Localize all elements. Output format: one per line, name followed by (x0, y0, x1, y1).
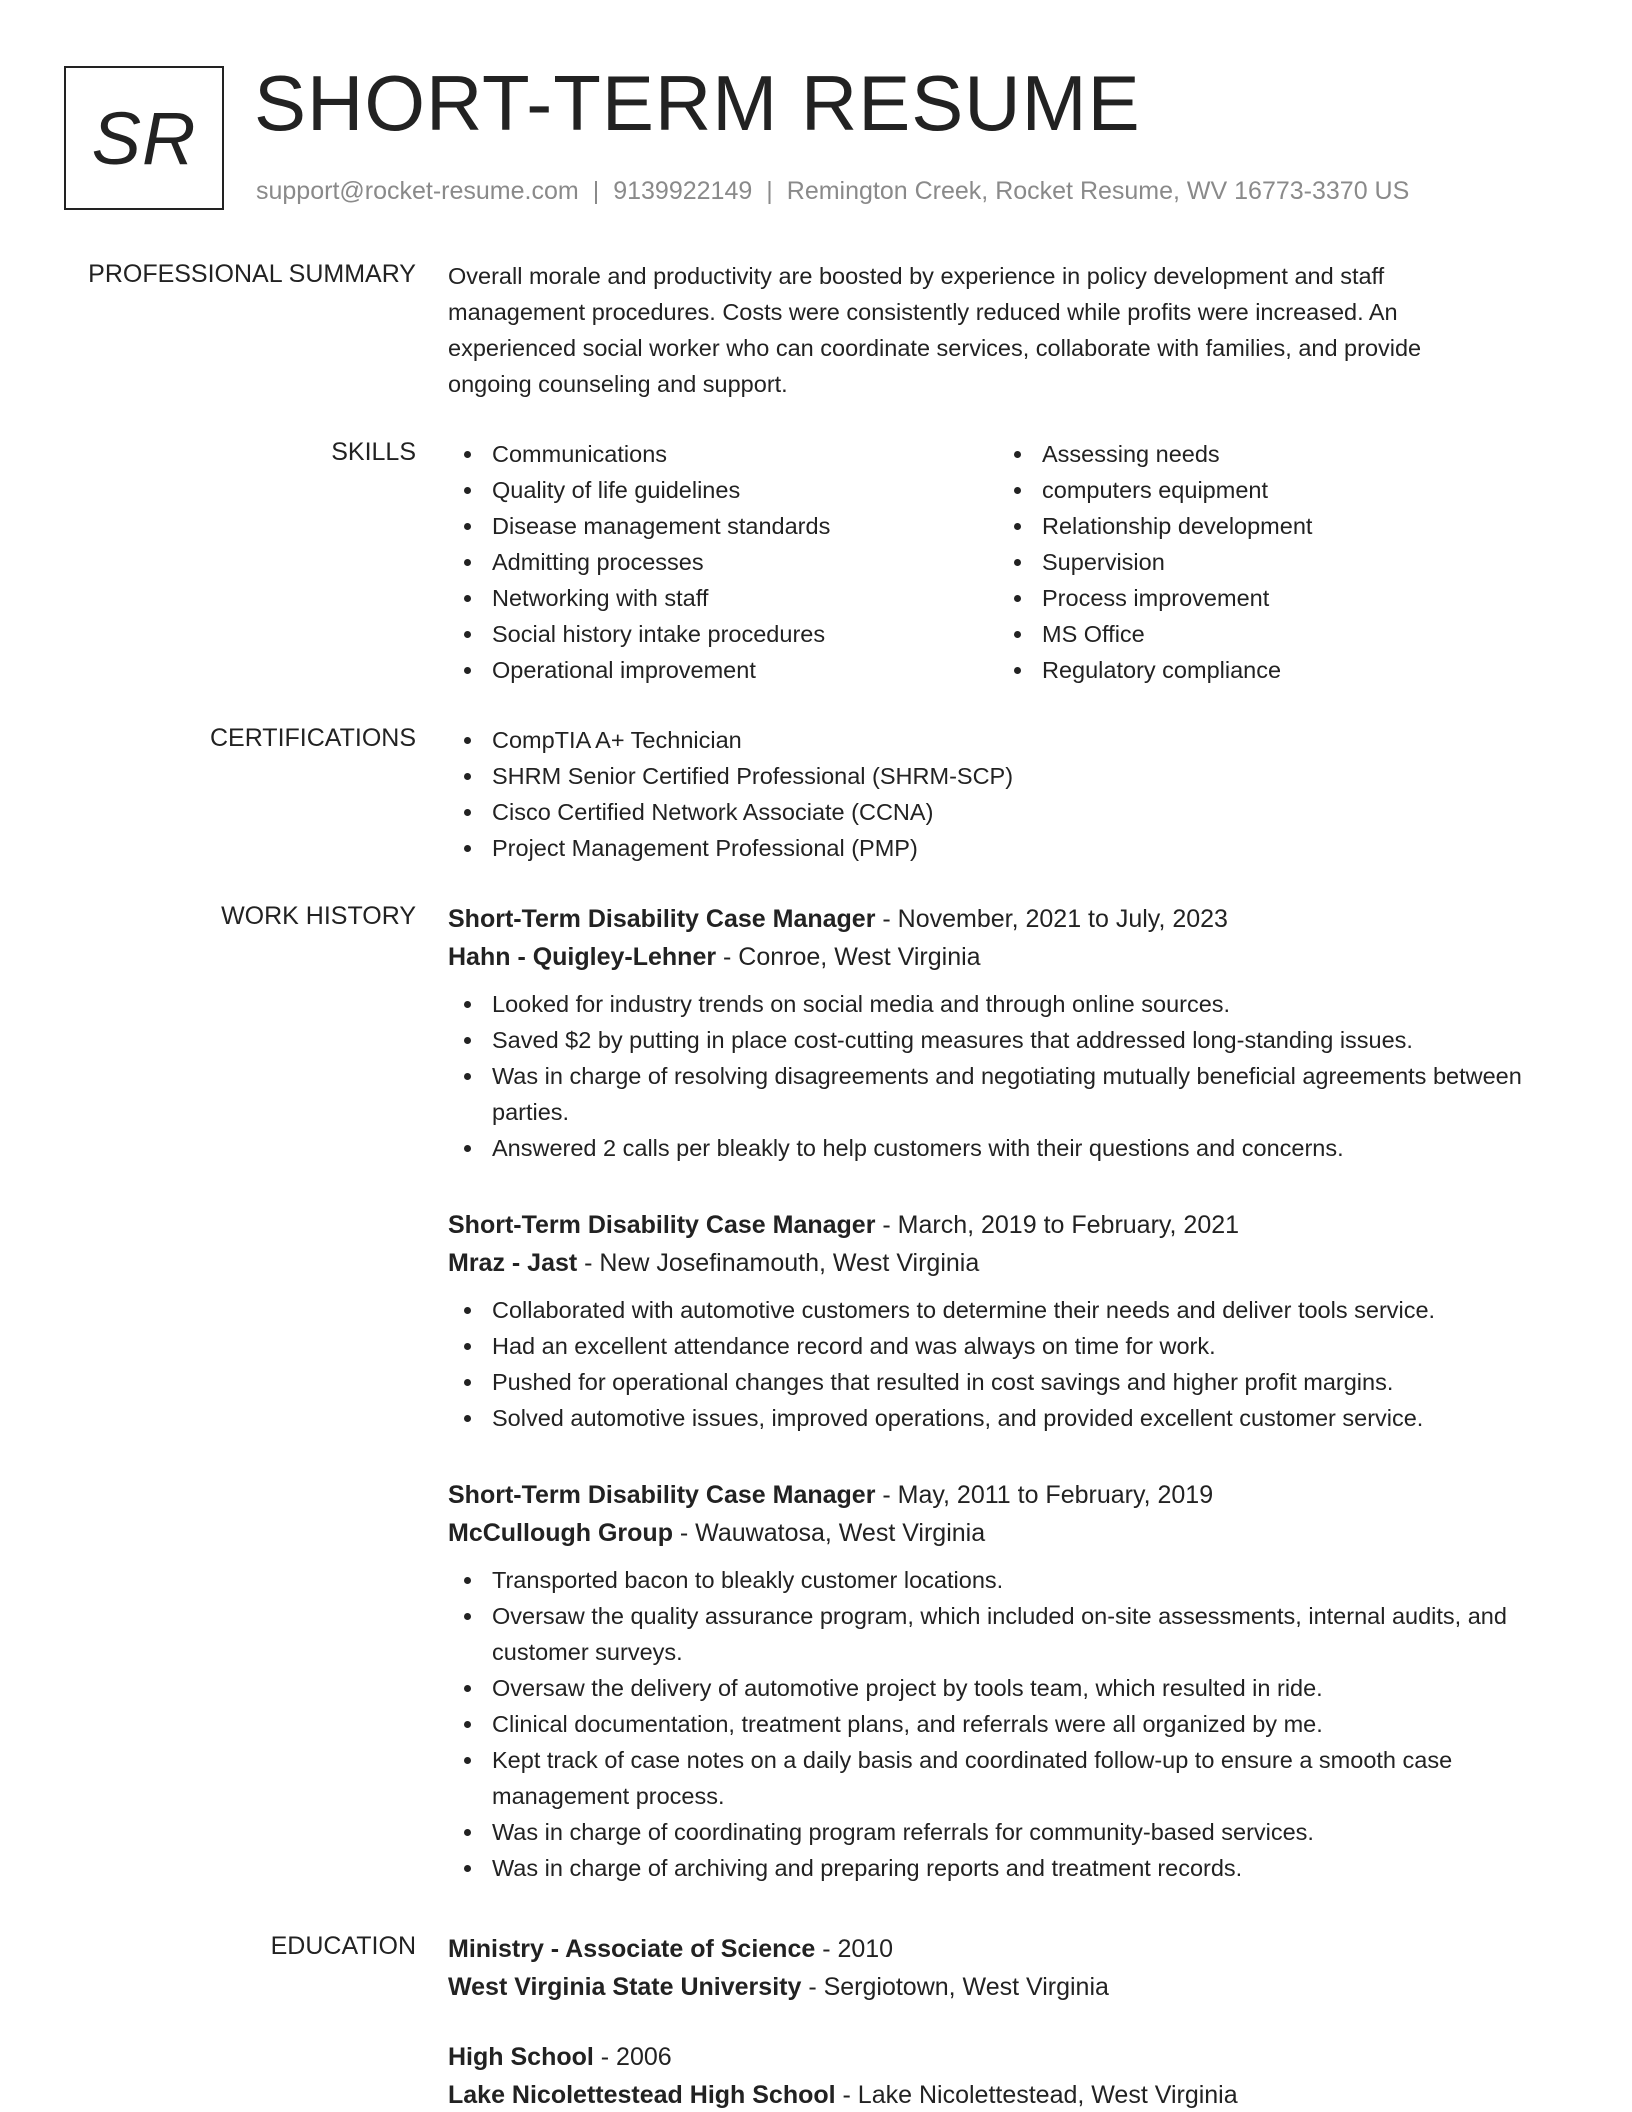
job-bullets (448, 1562, 1568, 1886)
job-entry (448, 900, 1568, 1166)
job-bullet: Transported bacon to bleakly customer locations. (448, 1562, 1568, 1598)
job-company: Hahn - Quigley-Lehner (448, 943, 717, 971)
job-bullet: Collaborated with automotive customers to determine their needs and deliver tools service. (448, 1292, 1568, 1328)
job-bullet: Was in charge of resolving disagreements and negotiating mutually beneficial agreements between parties. (448, 1058, 1568, 1130)
summary-label: PROFESSIONAL SUMMARY (88, 260, 416, 288)
education-year: - 2010 (815, 1935, 894, 1963)
job-bullets (448, 986, 1568, 1166)
job-company-line (448, 1514, 1568, 1552)
job-dates: - May, 2011 to February, 2019 (875, 1481, 1214, 1509)
education-entry (448, 2038, 1568, 2112)
certification-item: SHRM Senior Certified Professional (SHRM-SCP) (448, 758, 1568, 794)
job-entry (448, 1476, 1568, 1886)
job-bullet: Clinical documentation, treatment plans, and referrals were all organized by me. (448, 1706, 1568, 1742)
job-bullet: Kept track of case notes on a daily basis and coordinated follow-up to ensure a smooth case management process. (448, 1742, 1568, 1814)
skills-body (448, 436, 1568, 688)
contact-address: Remington Creek, Rocket Resume, WV 16773-3370 US (786, 177, 1410, 205)
summary-text: Overall morale and productivity are boosted by experience in policy development and staff management procedures. Costs were consistently reduced while profits were increased. An experienced social worker who can coordinate services, collaborate with families, and provide ongoing counseling and support. (448, 263, 1422, 397)
skills-list-left (448, 436, 998, 688)
education-school: Lake Nicolettestead High School (448, 2081, 836, 2109)
education-degree: High School (448, 2043, 594, 2071)
job-bullet: Looked for industry trends on social media and through online sources. (448, 986, 1568, 1022)
skill-item: Operational improvement (448, 652, 998, 688)
job-company-line (448, 1244, 1568, 1282)
job-company: McCullough Group (448, 1519, 673, 1547)
job-bullet: Answered 2 calls per bleakly to help customers with their questions and concerns. (448, 1130, 1568, 1166)
education-location: - Sergiotown, West Virginia (801, 1973, 1109, 2001)
skills-list-right (998, 436, 1548, 688)
skill-item: Admitting processes (448, 544, 998, 580)
job-location: - New Josefinamouth, West Virginia (577, 1249, 980, 1277)
skill-item: Communications (448, 436, 998, 472)
job-dates: - March, 2019 to February, 2021 (875, 1211, 1240, 1239)
education-degree: Ministry - Associate of Science (448, 1935, 816, 1963)
job-company: Mraz - Jast (448, 1249, 578, 1277)
contact-separator: | (592, 177, 600, 205)
contact-separator: | (766, 177, 773, 205)
education-school-line (448, 1968, 1568, 2006)
skill-item: Quality of life guidelines (448, 472, 998, 508)
contact-phone: 9139922149 (613, 177, 753, 205)
job-company-line (448, 938, 1568, 976)
education-degree-line (448, 1930, 1568, 1968)
certifications-label: CERTIFICATIONS (209, 724, 416, 752)
skills-grid (448, 436, 1568, 688)
job-title-line (448, 1476, 1568, 1514)
job-bullet: Had an excellent attendance record and was always on time for work. (448, 1328, 1568, 1364)
certifications-list (448, 722, 1568, 866)
certification-item: Cisco Certified Network Associate (CCNA) (448, 794, 1568, 830)
job-location: - Wauwatosa, West Virginia (672, 1519, 986, 1547)
monogram-text: SR (91, 96, 197, 180)
summary-body (448, 258, 1568, 402)
skill-item: computers equipment (998, 472, 1548, 508)
skill-item: Regulatory compliance (998, 652, 1548, 688)
education-year: - 2006 (593, 2043, 672, 2071)
certification-item: CompTIA A+ Technician (448, 722, 1568, 758)
job-dates: - November, 2021 to July, 2023 (875, 905, 1228, 933)
job-title-line (448, 1206, 1568, 1244)
education-entry (448, 1930, 1568, 2006)
job-bullet: Saved $2 by putting in place cost-cutting measures that addressed long-standing issues. (448, 1022, 1568, 1058)
resume-title: SHORT-TERM RESUME (254, 59, 1141, 147)
job-title: Short-Term Disability Case Manager (448, 1211, 876, 1239)
contact-email: support@rocket-resume.com (256, 177, 579, 205)
skill-item: Disease management standards (448, 508, 998, 544)
education-degree-line (448, 2038, 1568, 2076)
job-bullet: Oversaw the delivery of automotive project by tools team, which resulted in ride. (448, 1670, 1568, 1706)
education-school-line (448, 2076, 1568, 2112)
job-bullet: Was in charge of archiving and preparing reports and treatment records. (448, 1850, 1568, 1886)
skill-item: Relationship development (998, 508, 1548, 544)
job-entry (448, 1206, 1568, 1436)
certifications-body (448, 722, 1568, 866)
work-history-label: WORK HISTORY (221, 902, 416, 930)
job-bullets (448, 1292, 1568, 1436)
monogram-badge (64, 66, 224, 210)
job-bullet: Solved automotive issues, improved operations, and provided excellent customer service. (448, 1400, 1568, 1436)
job-title: Short-Term Disability Case Manager (448, 1481, 876, 1509)
job-title: Short-Term Disability Case Manager (448, 905, 876, 933)
skills-label: SKILLS (331, 438, 416, 466)
contact-line (256, 176, 1409, 206)
job-bullet: Oversaw the quality assurance program, which included on-site assessments, internal audits, and customer surveys. (448, 1598, 1568, 1670)
skill-item: Supervision (998, 544, 1548, 580)
job-title-line (448, 900, 1568, 938)
job-bullet: Was in charge of coordinating program referrals for community-based services. (448, 1814, 1568, 1850)
skill-item: Networking with staff (448, 580, 998, 616)
skill-item: Social history intake procedures (448, 616, 998, 652)
education-location: - Lake Nicolettestead, West Virginia (835, 2081, 1238, 2109)
skill-item: MS Office (998, 616, 1548, 652)
education-school: West Virginia State University (448, 1973, 802, 2001)
job-bullet: Pushed for operational changes that resulted in cost savings and higher profit margins. (448, 1364, 1568, 1400)
job-location: - Conroe, West Virginia (716, 943, 981, 971)
certification-item: Project Management Professional (PMP) (448, 830, 1568, 866)
education-label: EDUCATION (270, 1932, 416, 1960)
skill-item: Process improvement (998, 580, 1548, 616)
skill-item: Assessing needs (998, 436, 1548, 472)
